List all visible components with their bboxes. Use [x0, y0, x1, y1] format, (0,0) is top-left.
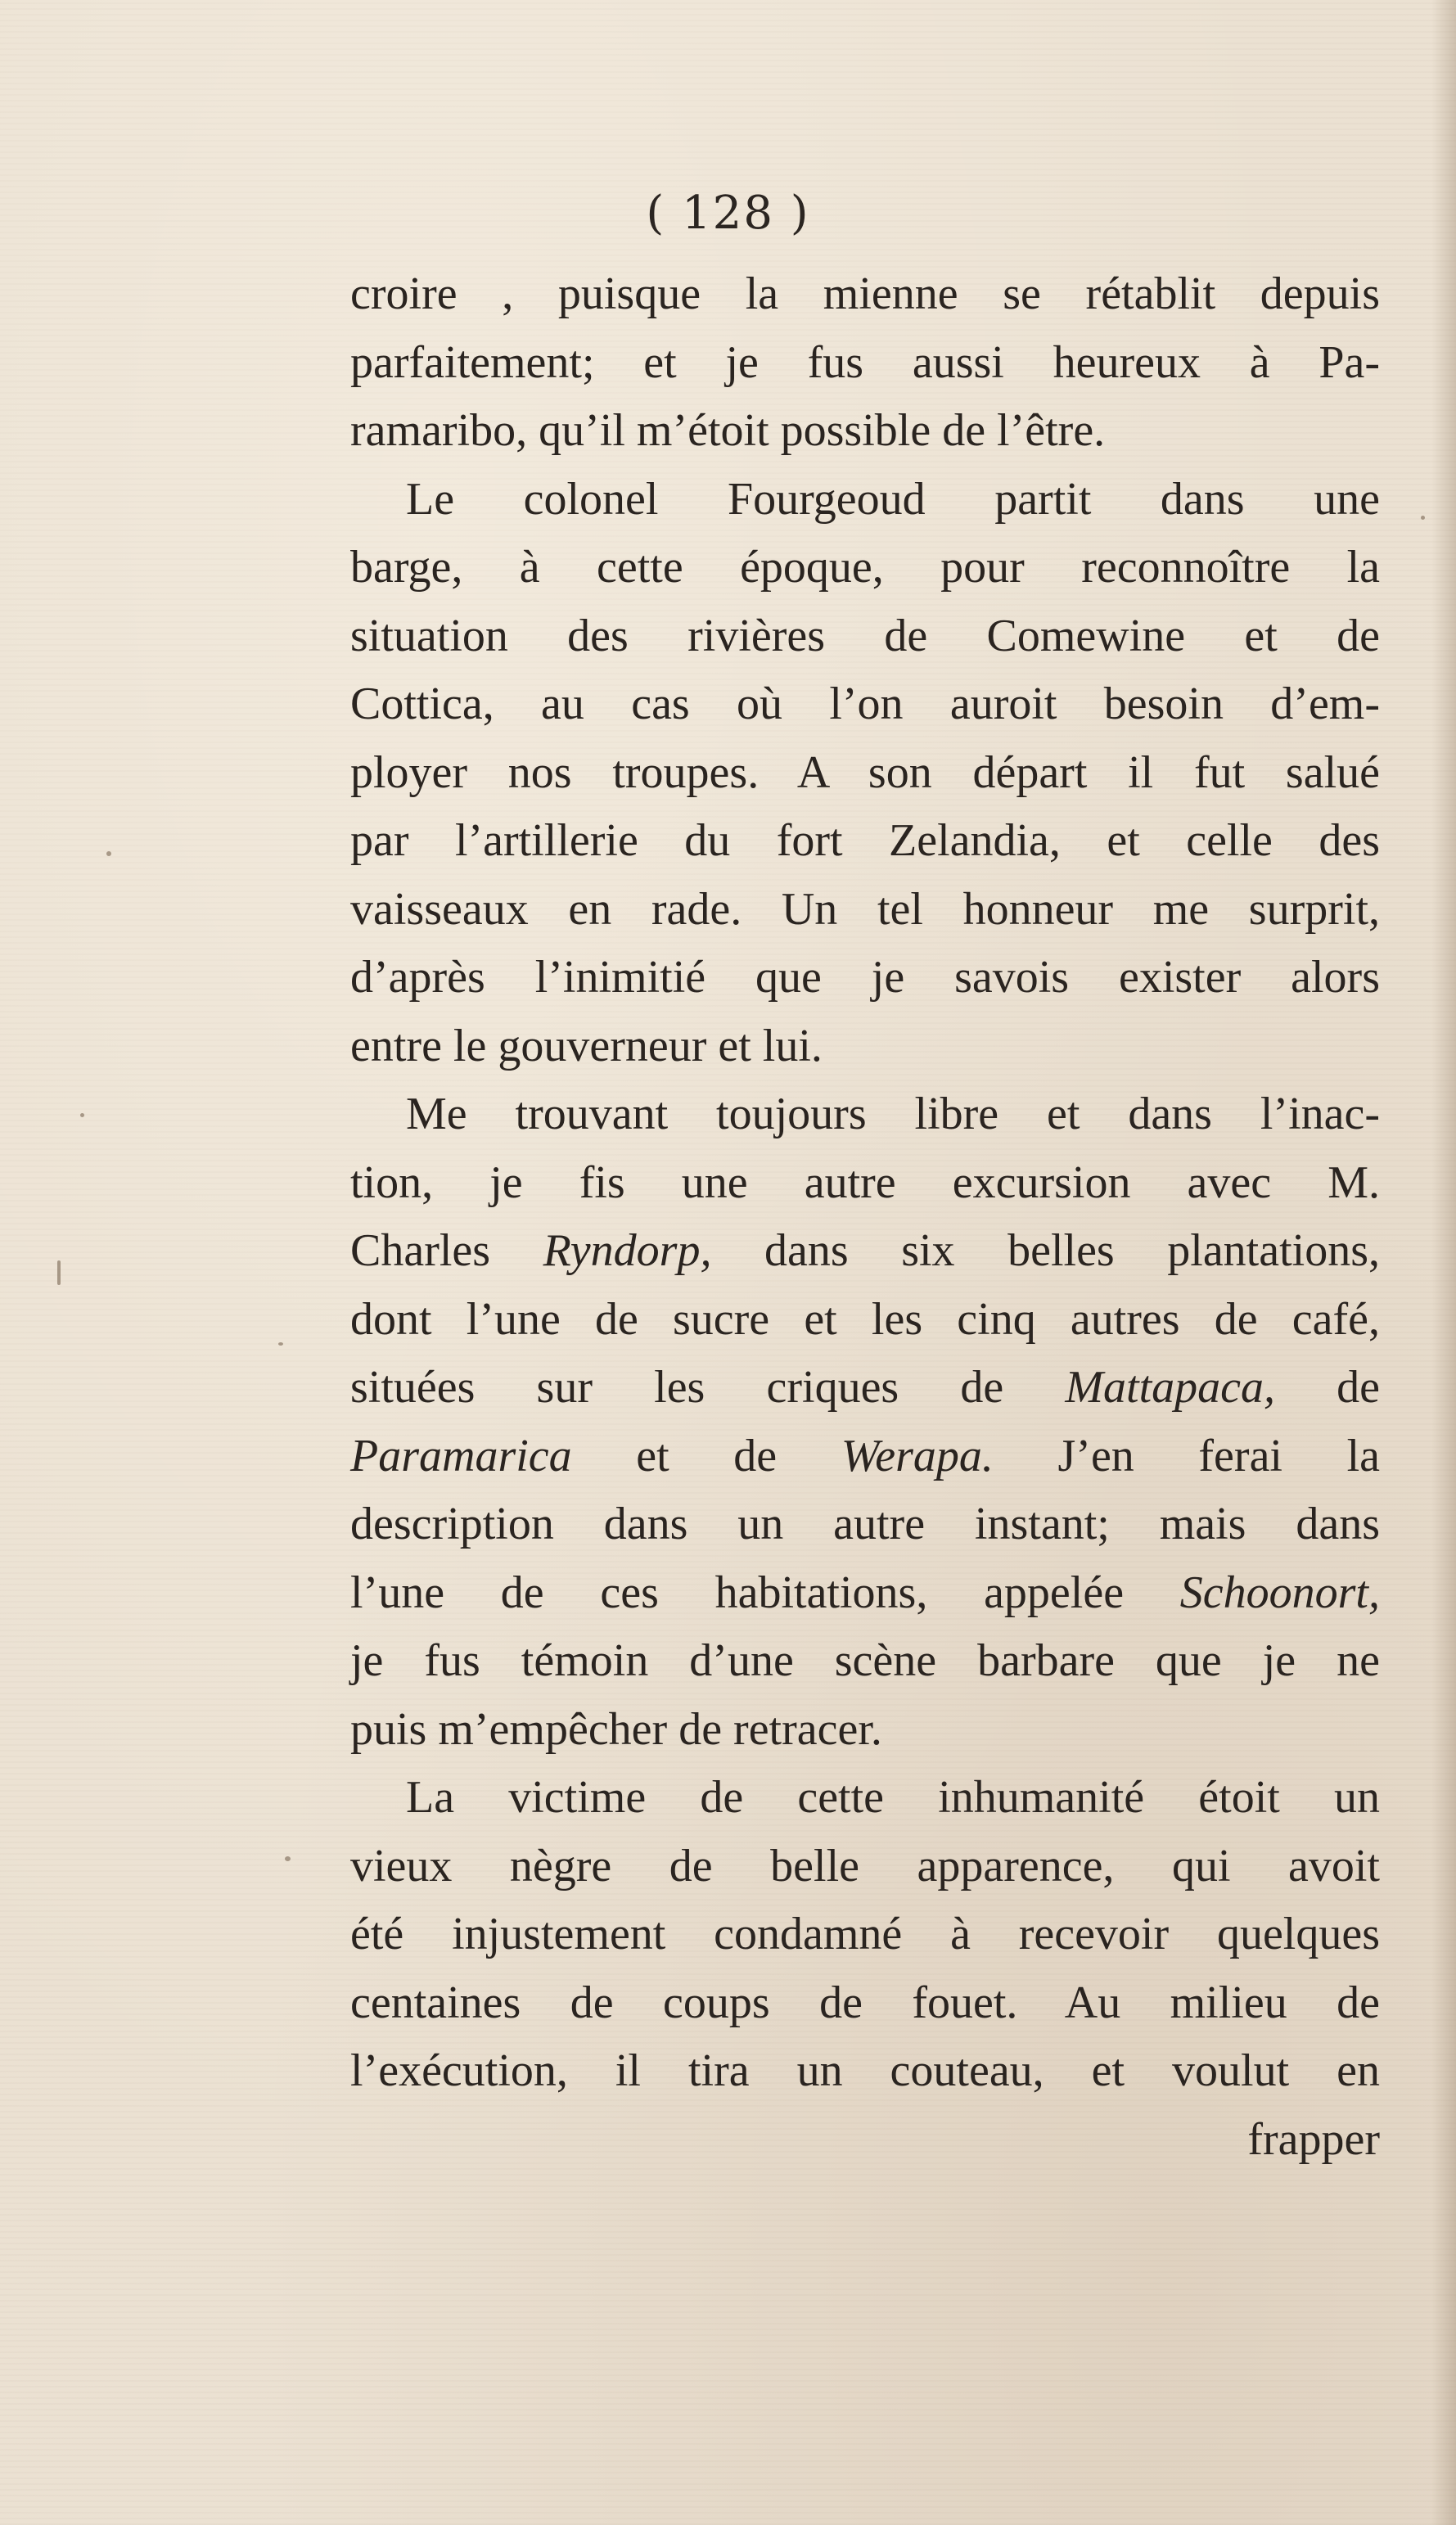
ink-speck	[278, 1342, 283, 1346]
italic-name: Schoonort,	[1179, 1567, 1380, 1618]
text-line: par l’artillerie du fort Zelandia, et celle des	[350, 815, 1380, 866]
italic-name: Mattapaca,	[1065, 1362, 1275, 1413]
text-line: tion, je fis une autre excursion avec M.	[350, 1157, 1380, 1208]
text-line: d’après l’inimitié que je savois exister alors	[350, 952, 1380, 1003]
catchword: frapper	[1247, 2113, 1380, 2165]
text-line: centaines de coups de fouet. Au milieu de	[350, 1977, 1380, 2028]
text-line: barge, à cette époque, pour reconnoître la	[350, 542, 1380, 593]
ink-speck	[57, 1260, 61, 1285]
text-line: description dans un autre instant; mais dans	[350, 1499, 1380, 1549]
italic-name: Ryndorp,	[543, 1225, 712, 1276]
text-line: Paramarica et de Werapa. J’en ferai la	[350, 1430, 1380, 1481]
text-line: puis m’empêcher de retracer.	[350, 1703, 882, 1755]
ink-speck	[1421, 516, 1425, 520]
italic-name: Werapa.	[841, 1430, 994, 1481]
paragraph-start-line: La victime de cette inhumanité étoit un	[406, 1772, 1380, 1823]
text-line: vaisseaux en rade. Un tel honneur me surprit,	[350, 883, 1380, 935]
ink-speck	[285, 1856, 291, 1861]
page-edge-shadow	[1431, 0, 1456, 2525]
paragraph-start-line: Me trouvant toujours libre et dans l’inac-	[406, 1089, 1380, 1139]
text-line: croire , puisque la mienne se rétablit depuis	[350, 268, 1380, 319]
text-line: vieux nègre de belle apparence, qui avoit	[350, 1840, 1380, 1891]
text-line: Cottica, au cas où l’on auroit besoin d’em-	[350, 679, 1380, 729]
text-line: situées sur les criques de Mattapaca, de	[350, 1362, 1380, 1413]
text-line: l’exécution, il tira un couteau, et voulut en	[350, 2045, 1380, 2096]
page-number: ( 128 )	[646, 187, 810, 240]
ink-speck	[106, 851, 111, 856]
text-line: ramaribo, qu’il m’étoit possible de l’être.	[350, 405, 1106, 456]
text-line: été injustement condamné à recevoir quelques	[350, 1909, 1380, 1959]
ink-speck	[80, 1113, 84, 1117]
text-line: dont l’une de sucre et les cinq autres de café,	[350, 1293, 1380, 1345]
text-line: ployer nos troupes. A son départ il fut salué	[350, 746, 1380, 798]
text-line: entre le gouverneur et lui.	[350, 1020, 823, 1071]
italic-name: Paramarica	[350, 1430, 572, 1481]
text-line: je fus témoin d’une scène barbare que je ne	[350, 1635, 1380, 1686]
text-line: l’une de ces habitations, appelée Schoonort,	[350, 1567, 1380, 1618]
text-line: parfaitement; et je fus aussi heureux à Pa-	[350, 336, 1380, 388]
paragraph-start-line: Le colonel Fourgeoud partit dans une	[406, 473, 1380, 525]
body-text	[350, 260, 1380, 2174]
text-line: situation des rivières de Comewine et de	[350, 610, 1380, 661]
text-line: Charles Ryndorp, dans six belles plantations,	[350, 1225, 1380, 1276]
